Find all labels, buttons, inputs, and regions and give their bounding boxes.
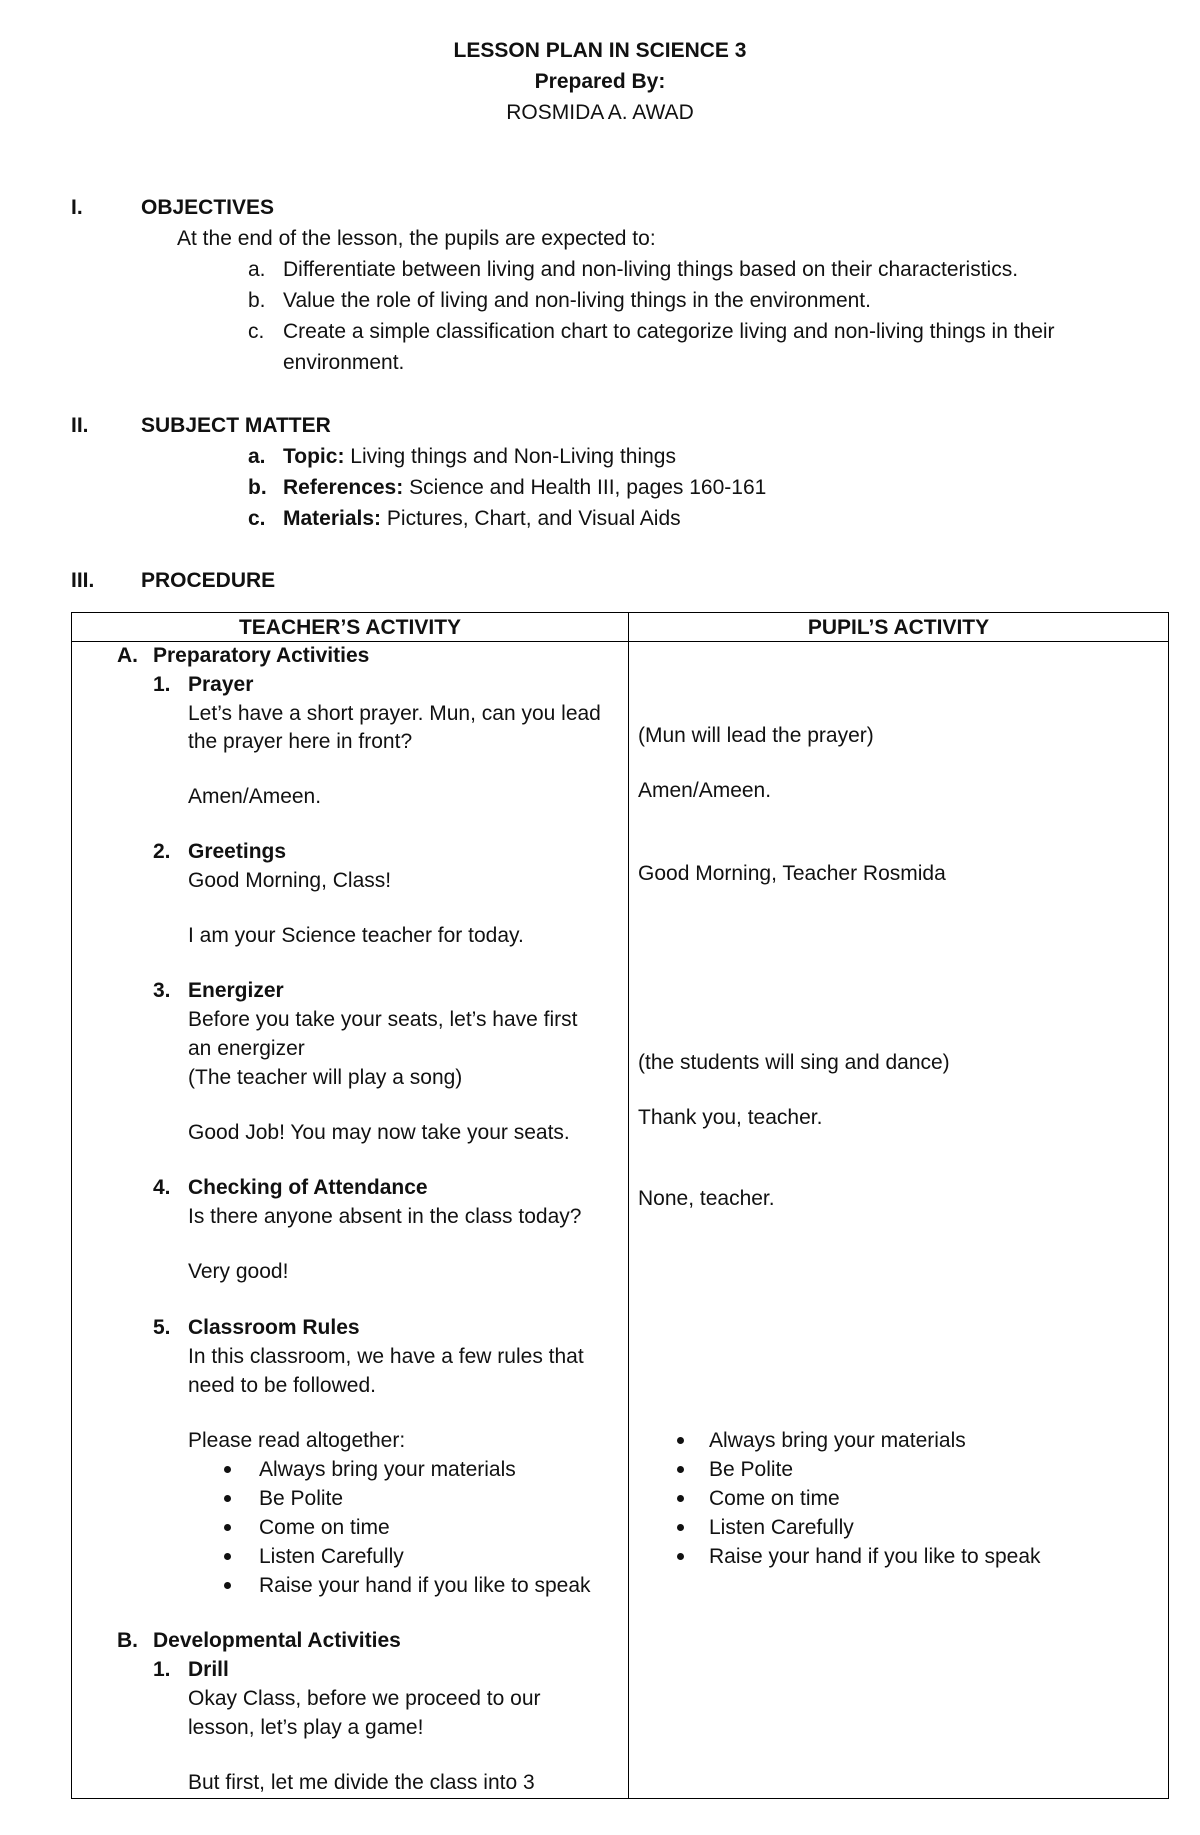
objective-text: Create a simple classification chart to categorize living and non-living things in their	[283, 320, 1055, 343]
author-name: ROSMIDA A. AWAD	[506, 101, 694, 124]
bullet-icon	[677, 1524, 684, 1531]
bullet-icon	[677, 1466, 684, 1473]
header-divider	[72, 641, 1168, 642]
teacher-line: lesson, let’s play a game!	[188, 1716, 424, 1739]
rule-item: Always bring your materials	[259, 1458, 516, 1481]
column-divider	[628, 613, 629, 1798]
teacher-line: Good Job! You may now take your seats.	[188, 1121, 570, 1144]
objective-text-continued: environment.	[283, 351, 405, 374]
pupil-line: (Mun will lead the prayer)	[638, 724, 874, 747]
bullet-icon	[677, 1553, 684, 1560]
teacher-line: I am your Science teacher for today.	[188, 924, 524, 947]
rule-item: Raise your hand if you like to speak	[259, 1574, 591, 1597]
step-title: Prayer	[188, 673, 254, 696]
objective-letter: c.	[248, 320, 265, 343]
procedure-numeral: III.	[71, 569, 95, 592]
pupil-line: None, teacher.	[638, 1187, 775, 1210]
step-number: 1.	[153, 673, 171, 696]
subject-matter-heading: SUBJECT MATTER	[141, 414, 331, 437]
step-title: Greetings	[188, 840, 287, 863]
teacher-line: Okay Class, before we proceed to our	[188, 1687, 541, 1710]
objective-letter: b.	[248, 289, 266, 312]
bullet-icon	[224, 1466, 231, 1473]
teacher-activity-header: TEACHER’S ACTIVITY	[238, 616, 462, 639]
step-number: 2.	[153, 840, 171, 863]
subject-letter: a.	[248, 445, 266, 468]
subject-letter: b.	[248, 476, 267, 499]
teacher-line: But first, let me divide the class into 3	[188, 1771, 535, 1794]
subject-letter: c.	[248, 507, 266, 530]
pupil-line: Good Morning, Teacher Rosmida	[638, 862, 946, 885]
teacher-line: (The teacher will play a song)	[188, 1066, 463, 1089]
teacher-line: Is there anyone absent in the class today?	[188, 1205, 582, 1228]
teacher-line: Very good!	[188, 1260, 289, 1283]
rule-item: Be Polite	[259, 1487, 344, 1510]
subject-item-references	[283, 477, 766, 498]
subject-matter-numeral: II.	[71, 414, 89, 437]
bullet-icon	[224, 1524, 231, 1531]
section-title: Developmental Activities	[153, 1629, 401, 1652]
step-number: 3.	[153, 979, 171, 1002]
subject-label: References:	[283, 476, 404, 499]
subject-value: Living things and Non-Living things	[350, 445, 676, 468]
subject-label: Topic:	[283, 445, 345, 468]
rule-item: Come on time	[259, 1516, 390, 1539]
rule-item: Listen Carefully	[259, 1545, 404, 1568]
step-number: 5.	[153, 1316, 171, 1339]
procedure-heading: PROCEDURE	[141, 569, 276, 592]
objective-letter: a.	[248, 258, 266, 281]
step-number: 1.	[153, 1658, 171, 1681]
pupil-rule-item: Always bring your materials	[709, 1429, 966, 1452]
bullet-icon	[224, 1553, 231, 1560]
objective-text: Differentiate between living and non-living things based on their characteristics.	[283, 258, 1019, 281]
teacher-line: Good Morning, Class!	[188, 869, 392, 892]
teacher-line: In this classroom, we have a few rules that	[188, 1345, 584, 1368]
section-letter: A.	[117, 644, 138, 667]
prepared-by-label: Prepared By:	[534, 70, 666, 93]
document-title: LESSON PLAN IN SCIENCE 3	[453, 39, 747, 62]
teacher-line: Please read altogether:	[188, 1429, 406, 1452]
pupil-line: Thank you, teacher.	[638, 1106, 823, 1129]
teacher-line: Before you take your seats, let’s have first	[188, 1008, 578, 1031]
pupil-activity-header: PUPIL’S ACTIVITY	[807, 616, 990, 639]
bullet-icon	[677, 1437, 684, 1444]
subject-value: Science and Health III, pages 160-161	[409, 476, 767, 499]
pupil-rule-item: Listen Carefully	[709, 1516, 854, 1539]
teacher-line: the prayer here in front?	[188, 730, 413, 753]
pupil-line: Amen/Ameen.	[638, 779, 772, 802]
step-title: Checking of Attendance	[188, 1176, 428, 1199]
objective-text: Value the role of living and non-living things in the environment.	[283, 289, 871, 312]
pupil-rule-item: Raise your hand if you like to speak	[709, 1545, 1041, 1568]
teacher-line: an energizer	[188, 1037, 305, 1060]
teacher-line: Amen/Ameen.	[188, 785, 322, 808]
teacher-line: need to be followed.	[188, 1374, 376, 1397]
bullet-icon	[677, 1495, 684, 1502]
subject-label: Materials:	[283, 507, 382, 530]
objectives-heading: OBJECTIVES	[141, 196, 275, 219]
section-letter: B.	[117, 1629, 138, 1652]
teacher-line: Let’s have a short prayer. Mun, can you lead	[188, 702, 601, 725]
pupil-rule-item: Be Polite	[709, 1458, 794, 1481]
pupil-rule-item: Come on time	[709, 1487, 840, 1510]
objectives-numeral: I.	[71, 196, 83, 219]
section-title: Preparatory Activities	[153, 644, 370, 667]
step-title: Classroom Rules	[188, 1316, 360, 1339]
bullet-icon	[224, 1495, 231, 1502]
step-title: Energizer	[188, 979, 284, 1002]
bullet-icon	[224, 1582, 231, 1589]
subject-value: Pictures, Chart, and Visual Aids	[386, 507, 681, 530]
step-number: 4.	[153, 1176, 171, 1199]
pupil-line: (the students will sing and dance)	[638, 1051, 950, 1074]
subject-item-topic	[283, 446, 676, 467]
objectives-intro: At the end of the lesson, the pupils are expected to:	[177, 227, 656, 250]
subject-item-materials	[283, 508, 681, 529]
step-title: Drill	[188, 1658, 229, 1681]
